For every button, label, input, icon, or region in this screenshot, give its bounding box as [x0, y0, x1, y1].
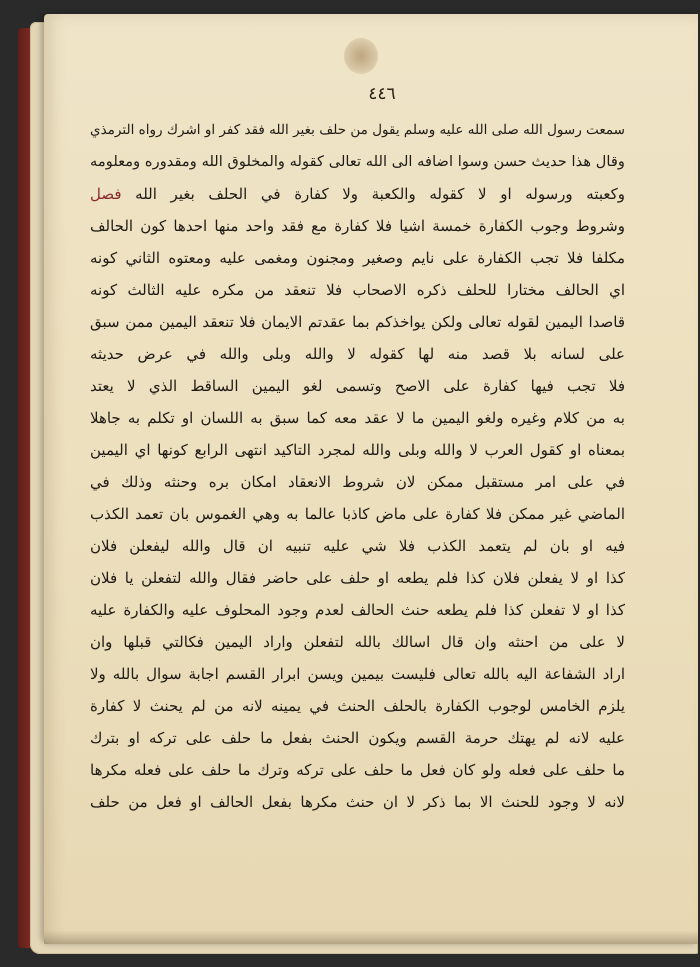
- page-bottom-shadow: [44, 930, 698, 944]
- text-line-content: فلا تجب فيها كفارة على الاصح وتسمى لغو اليمين الساقط الذي لا يعتد: [90, 377, 625, 395]
- text-line-content: وقال هذا حديث حسن وسوا اضافه الى الله تعالى كقوله والمخلوق الله ومقدوره ومعلومه: [90, 153, 625, 170]
- text-line-content: لانه لا وجود للحنث الا بما ذكر لا ان حنث مكرها بفعل الحالف او فعل من حلف: [90, 793, 625, 811]
- text-line-content: في على امر مستقبل ممكن لان شروط الانعقاد امكان بره وحنثه وذلك في: [90, 473, 625, 491]
- text-line: [90, 530, 625, 562]
- text-line: [90, 402, 625, 434]
- manuscript-text: [90, 114, 625, 884]
- text-line-content: سمعت رسول الله صلى الله عليه وسلم يقول من حلف بغير الله فقد كفر او اشرك رواه الترمذي: [90, 122, 625, 138]
- text-line: [90, 178, 625, 210]
- folio-number: ٤٤٦: [368, 84, 396, 104]
- text-line: [90, 306, 625, 338]
- text-line: [90, 466, 625, 498]
- rubric-heading: فصل: [90, 185, 136, 203]
- text-line-content: عليه لانه لم يهتك حرمة القسم ويكون الحنث بفعل ما حلف على تركه او بترك: [90, 729, 625, 747]
- text-line: [90, 114, 625, 146]
- text-line: [90, 754, 625, 786]
- text-line-content: ما حلف على فعله ولو كان فعل ما حلف على تركه وترك ما حلف على فعله مكرها: [90, 761, 625, 779]
- text-line: [90, 690, 625, 722]
- text-line: [90, 626, 625, 658]
- text-line: [90, 594, 625, 626]
- text-line-content: به من كلام وغيره ولغو اليمين ما لا عقد معه كما سبق به اللسان او تكلم به جاهلا: [90, 409, 625, 427]
- text-line-content: يلزم الخامس لوجوب الكفارة بالحلف الحنث في يمينه لانه من لم يحنث لا كفارة: [90, 697, 625, 715]
- text-line-content: اي الحالف مختارا للحلف ذكره الاصحاب فلا تنعقد من مكره عليه الثالث كونه: [90, 281, 625, 299]
- text-line: [90, 434, 625, 466]
- text-line-content: على لسانه بلا قصد منه لها كقوله لا والله وبلى والله في عرض حديثه: [90, 345, 625, 363]
- text-line: [90, 210, 625, 242]
- text-line-content: كذا او لا تفعلن كذا فلم يطعه حنث الحالف لعدم وجود المحلوف عليه والكفارة عليه: [90, 601, 625, 619]
- text-line: [90, 562, 625, 594]
- text-line: [90, 722, 625, 754]
- text-line-content: بمعناه او كقول العرب لا والله وبلى والله لمجرد التاكيد انتهى الرابع كونها اي اليمين: [90, 441, 625, 459]
- text-line-content: لا على من احنثه وان قال اسالك بالله لتفعلن واراد اليمين فكالتي قبلها وان: [90, 633, 625, 651]
- text-line-content: وكعبته ورسوله او لا كقوله والكعبة ولا كفارة في الحلف بغير الله: [135, 185, 625, 203]
- text-line: [90, 658, 625, 690]
- text-line-content: الماضي غير ممكن فلا كفارة على ماض كاذبا عالما به وهي الغموس بان تعمد الكذب: [90, 505, 625, 523]
- text-line-content: مكلفا فلا تجب الكفارة على نايم وصغير ومجنون ومغمى عليه ومعتوه الثاني كونه: [90, 249, 625, 267]
- text-line-content: اراد الشفاعة اليه بالله تعالى فليست بيمين ويسن ابرار القسم اجابة سوال بالله ولا: [90, 665, 625, 683]
- text-line: [90, 338, 625, 370]
- text-line-content: قاصدا اليمين لقوله تعالى ولكن يواخذكم بما عقدتم الايمان فلا تنعقد اليمين ممن سبق: [90, 313, 625, 331]
- text-line: [90, 370, 625, 402]
- paper-stain: [344, 38, 378, 74]
- text-line: [90, 274, 625, 306]
- text-line: [90, 146, 625, 178]
- text-line: [90, 498, 625, 530]
- text-line: [90, 786, 625, 818]
- text-line-content: فيه او بان لم يتعمد الكذب فلا شي عليه تنبيه ان قال والله ليفعلن فلان: [90, 537, 625, 555]
- text-line-content: كذا او لا يفعلن فلان كذا فلم يطعه او حلف على حاضر فقال والله لتفعلن يا فلان: [90, 569, 625, 587]
- text-line: [90, 242, 625, 274]
- text-line-content: وشروط وجوب الكفارة خمسة اشيا فلا كفارة مع فقد واحد منها احدها كون الحالف: [90, 217, 625, 235]
